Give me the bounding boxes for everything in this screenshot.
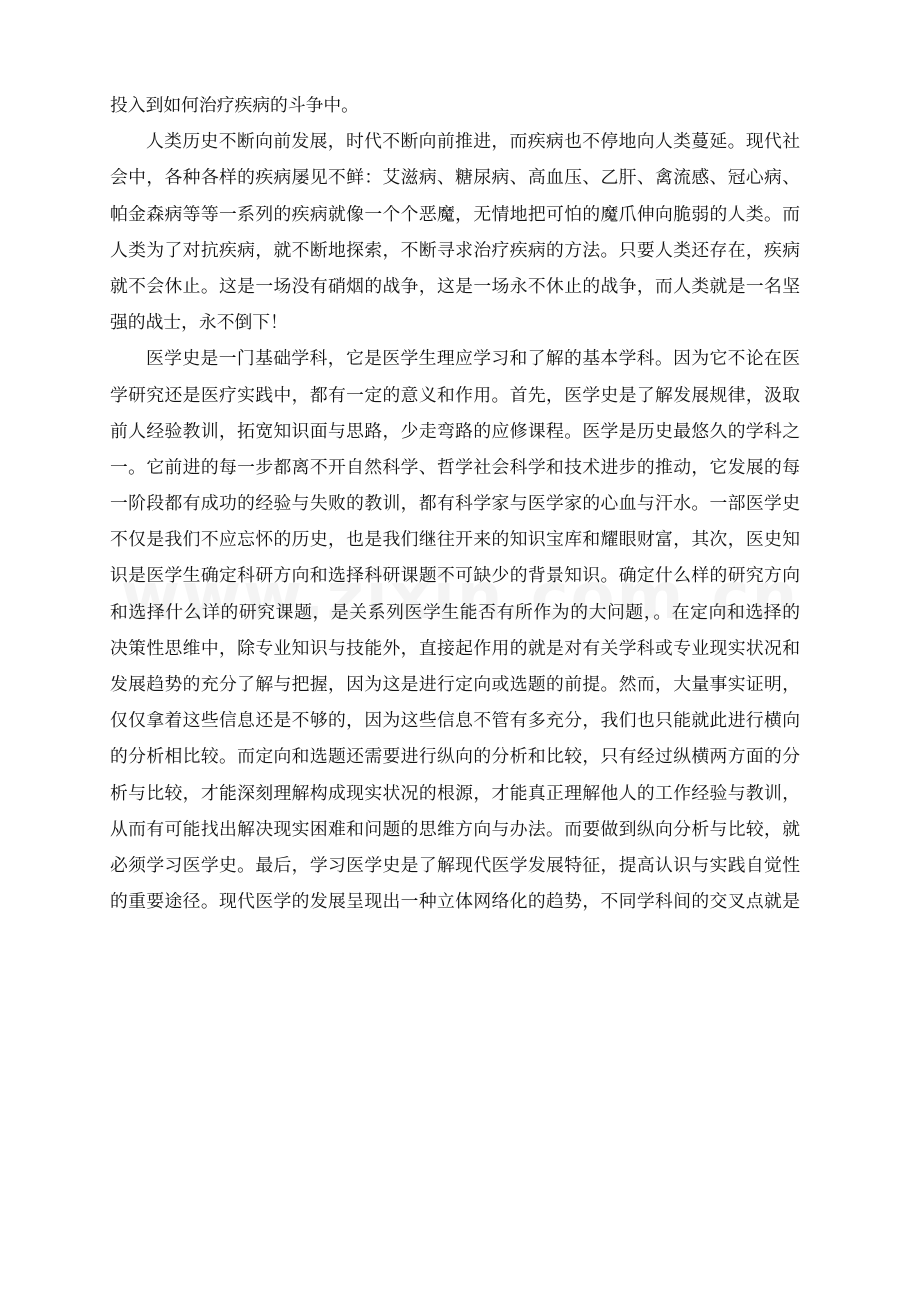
text-line: 必须学习医学史。最后，学习医学史是了解现代医学发展特征，提高认识与实践自觉性 — [110, 854, 800, 876]
document-body — [110, 88, 800, 920]
text-line: 发展趋势的充分了解与把握，因为这是进行定向或选题的前提。然而，大量事实证明， — [110, 674, 800, 695]
text-line: 决策性思维中，除专业知识与技能外，直接起作用的就是对有关学科或专业现实状况和 — [110, 637, 800, 659]
text-line: 不仅是我们不应忘怀的历史，也是我们继往开来的知识宝库和耀眼财富，其次，医史知 — [110, 529, 800, 551]
text-line: 和选择什么详的研究课题，是关系列医学生能否有所作为的大问题，。在定向和选择的 — [110, 601, 800, 623]
text-line: 会中，各种各样的疾病屡见不鲜：艾滋病、糖尿病、高血压、乙肝、禽流感、冠心病、 — [110, 167, 800, 189]
text-line: 的重要途径。现代医学的发展呈现出一种立体网络化的趋势，不同学科间的交叉点就是 — [110, 891, 800, 913]
paragraph-continued — [110, 88, 800, 124]
paragraph-medical-history — [110, 341, 800, 920]
paragraph-human-history — [110, 124, 800, 341]
text-line: 强的战士，永不倒下！ — [110, 312, 288, 334]
text-line: 学研究还是医疗实践中，都有一定的意义和作用。首先，医学史是了解发展规律，汲取 — [110, 384, 800, 406]
text-line: 帕金森病等等一系列的疾病就像一个个恶魔，无情地把可怕的魔爪伸向脆弱的人类。而 — [110, 203, 800, 225]
text-line: 人类为了对抗疾病，就不断地探索，不断寻求治疗疾病的方法。只要人类还存在，疾病 — [110, 239, 800, 261]
text-line: 一阶段都有成功的经验与失败的教训，都有科学家与医学家的心血与汗水。一部医学史 — [110, 493, 800, 515]
text-line: 的分析相比较。而定向和选题还需要进行纵向的分析和比较，只有经过纵横两方面的分 — [110, 746, 800, 768]
text-line: 前人经验教训，拓宽知识面与思路，少走弯路的应修课程。医学是历史最悠久的学科之 — [110, 420, 800, 442]
text-line: 人类历史不断向前发展，时代不断向前推进，而疾病也不停地向人类蔓延。现代社 — [146, 131, 800, 153]
text-line: 投入到如何治疗疾病的斗争中。 — [110, 95, 359, 116]
text-line: 一。它前进的每一步都离不开自然科学、哲学社会科学和技术进步的推动，它发展的每 — [110, 456, 800, 478]
text-line: 医学史是一门基础学科，它是医学生理应学习和了解的基本学科。因为它不论在医 — [146, 348, 800, 370]
text-line: 析与比较，才能深刻理解构成现实状况的根源，才能真正理解他人的工作经验与教训， — [110, 782, 800, 804]
text-line: 识是医学生确定科研方向和选择科研课题不可缺少的背景知识。确定什么样的研究方向 — [110, 565, 800, 587]
text-line: 就不会休止。这是一场没有硝烟的战争，这是一场永不休止的战争，而人类就是一名坚 — [110, 275, 800, 297]
text-line: 从而有可能找出解决现实困难和问题的思维方向与办法。而要做到纵向分析与比较，就 — [110, 818, 800, 840]
text-line: 仅仅拿着这些信息还是不够的，因为这些信息不管有多充分，我们也只能就此进行横向 — [110, 710, 800, 732]
